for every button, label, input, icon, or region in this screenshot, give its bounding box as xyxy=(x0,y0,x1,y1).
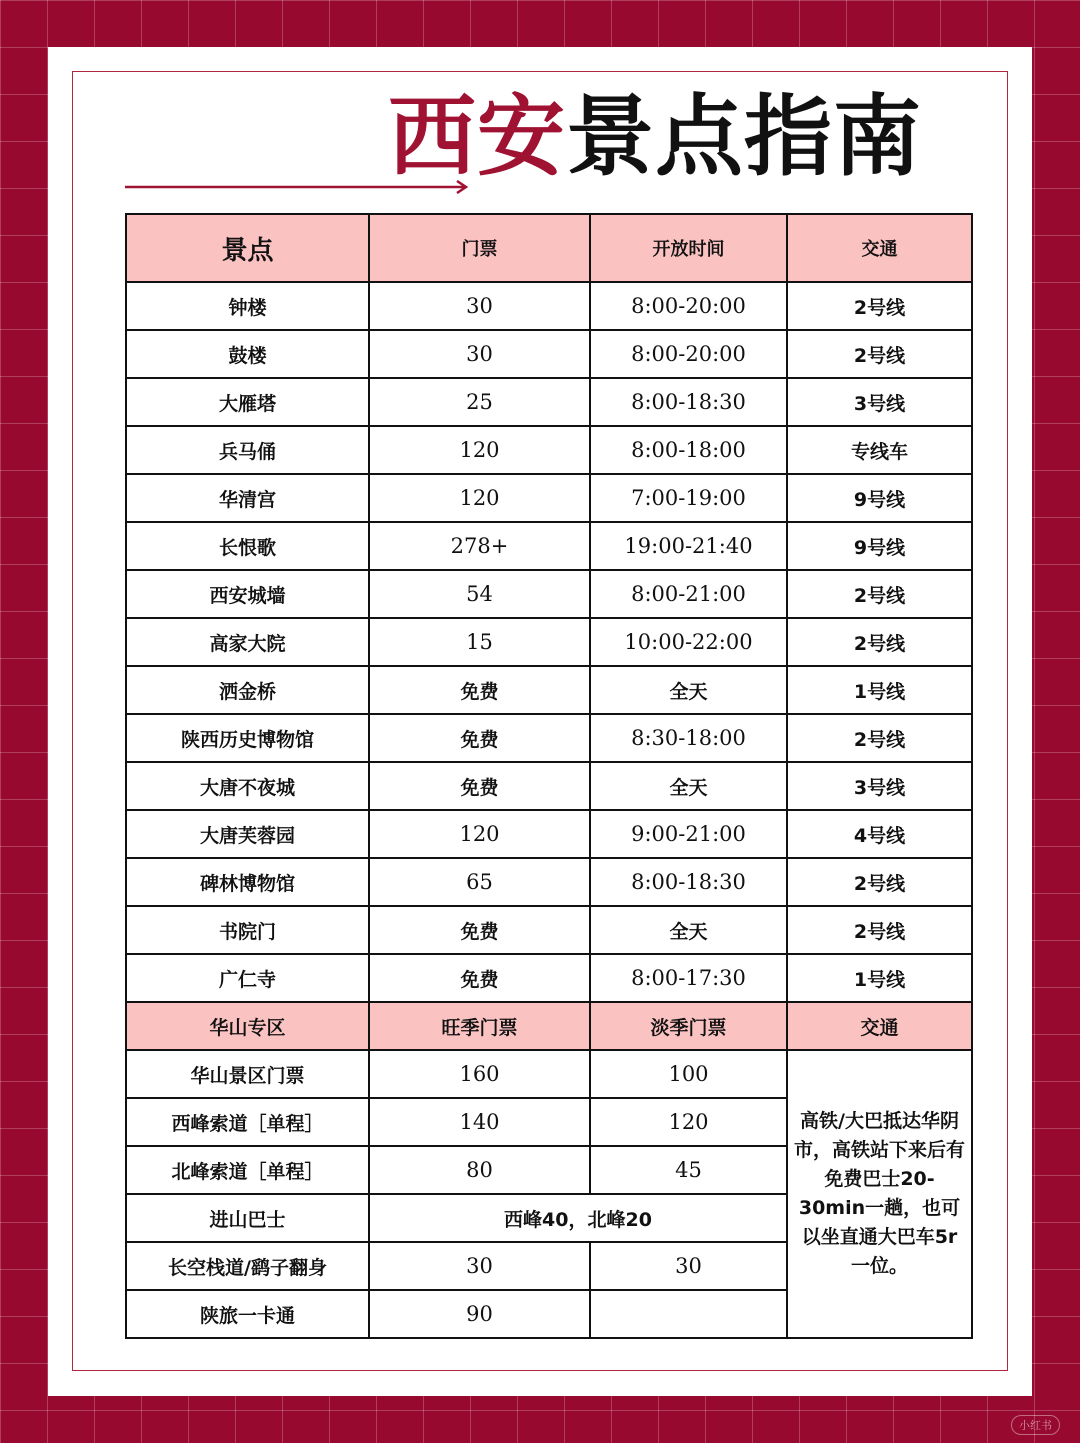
table-row xyxy=(126,330,972,378)
table-cell: 120 xyxy=(369,426,590,474)
attraction-name: 高家大院 xyxy=(126,618,369,666)
table-row xyxy=(126,474,972,522)
huashan-item-name: 陕旅一卡通 xyxy=(126,1290,369,1338)
attraction-name: 鼓楼 xyxy=(126,330,369,378)
table-cell: 全天 xyxy=(590,666,787,714)
attraction-name: 大雁塔 xyxy=(126,378,369,426)
table-cell: 25 xyxy=(369,378,590,426)
table-cell: 9号线 xyxy=(787,474,972,522)
table-cell: 9:00-21:00 xyxy=(590,810,787,858)
table-cell: 8:00-17:30 xyxy=(590,954,787,1002)
huashan-row xyxy=(126,1050,972,1098)
table-cell: 8:00-18:00 xyxy=(590,426,787,474)
table-cell: 30 xyxy=(369,1242,590,1290)
table-cell: 10:00-22:00 xyxy=(590,618,787,666)
table-cell: 4号线 xyxy=(787,810,972,858)
table-cell: 278+ xyxy=(369,522,590,570)
title-arrow-icon xyxy=(124,180,474,194)
table-cell: 2号线 xyxy=(787,330,972,378)
table-cell: 7:00-19:00 xyxy=(590,474,787,522)
table-row xyxy=(126,954,972,1002)
table-cell: 2号线 xyxy=(787,858,972,906)
table-row xyxy=(126,666,972,714)
table-cell: 2号线 xyxy=(787,282,972,330)
attraction-name: 碑林博物馆 xyxy=(126,858,369,906)
table-cell: 8:00-20:00 xyxy=(590,330,787,378)
column-header: 旺季门票 xyxy=(369,1002,590,1050)
attraction-name: 大唐不夜城 xyxy=(126,762,369,810)
table-cell: 45 xyxy=(590,1146,787,1194)
column-header: 开放时间 xyxy=(590,214,787,282)
huashan-header-row xyxy=(126,1002,972,1050)
table-cell xyxy=(590,1290,787,1338)
table-cell: 免费 xyxy=(369,762,590,810)
table-cell: 1号线 xyxy=(787,954,972,1002)
watermark: 小红书 xyxy=(1011,1415,1060,1435)
table-row xyxy=(126,762,972,810)
table-cell: 100 xyxy=(590,1050,787,1098)
huashan-transport-note: 高铁/大巴抵达华阴市，高铁站下来后有免费巴士20-30min一趟，也可以坐直通大巴车5r一位。 xyxy=(787,1050,972,1338)
table-cell: 免费 xyxy=(369,714,590,762)
table-cell: 140 xyxy=(369,1098,590,1146)
column-header: 交通 xyxy=(787,1002,972,1050)
table-cell: 30 xyxy=(590,1242,787,1290)
guide-card xyxy=(48,47,1032,1396)
table-cell: 15 xyxy=(369,618,590,666)
attraction-name: 书院门 xyxy=(126,906,369,954)
huashan-item-name: 进山巴士 xyxy=(126,1194,369,1242)
table-cell: 120 xyxy=(590,1098,787,1146)
table-cell: 免费 xyxy=(369,954,590,1002)
attraction-name: 陕西历史博物馆 xyxy=(126,714,369,762)
table-cell: 120 xyxy=(369,810,590,858)
attraction-name: 兵马俑 xyxy=(126,426,369,474)
table-cell: 30 xyxy=(369,330,590,378)
huashan-item-name: 西峰索道［单程］ xyxy=(126,1098,369,1146)
table-cell: 2号线 xyxy=(787,570,972,618)
table-cell: 2号线 xyxy=(787,714,972,762)
attraction-name: 西安城墙 xyxy=(126,570,369,618)
table-row xyxy=(126,618,972,666)
table-cell: 65 xyxy=(369,858,590,906)
table-row xyxy=(126,810,972,858)
page-title xyxy=(388,87,922,187)
table-cell: 19:00-21:40 xyxy=(590,522,787,570)
title-subject: 景点指南 xyxy=(566,85,923,188)
attraction-name: 广仁寺 xyxy=(126,954,369,1002)
table-cell: 120 xyxy=(369,474,590,522)
table-cell: 免费 xyxy=(369,906,590,954)
table-cell: 西峰40，北峰20 xyxy=(369,1194,787,1242)
table-cell: 3号线 xyxy=(787,762,972,810)
table-row xyxy=(126,378,972,426)
attraction-name: 大唐芙蓉园 xyxy=(126,810,369,858)
attraction-name: 长恨歌 xyxy=(126,522,369,570)
table-cell: 免费 xyxy=(369,666,590,714)
table-row xyxy=(126,426,972,474)
table-cell: 8:30-18:00 xyxy=(590,714,787,762)
table-cell: 8:00-18:30 xyxy=(590,378,787,426)
table-row xyxy=(126,570,972,618)
table-cell: 8:00-18:30 xyxy=(590,858,787,906)
huashan-item-name: 华山景区门票 xyxy=(126,1050,369,1098)
table-cell: 2号线 xyxy=(787,618,972,666)
table-cell: 8:00-21:00 xyxy=(590,570,787,618)
table-cell: 8:00-20:00 xyxy=(590,282,787,330)
attraction-name: 洒金桥 xyxy=(126,666,369,714)
table-cell: 54 xyxy=(369,570,590,618)
column-header: 门票 xyxy=(369,214,590,282)
table-cell: 专线车 xyxy=(787,426,972,474)
table-cell: 全天 xyxy=(590,906,787,954)
column-header: 华山专区 xyxy=(126,1002,369,1050)
table-cell: 80 xyxy=(369,1146,590,1194)
table-row xyxy=(126,906,972,954)
table-cell: 9号线 xyxy=(787,522,972,570)
huashan-item-name: 北峰索道［单程］ xyxy=(126,1146,369,1194)
table-cell: 全天 xyxy=(590,762,787,810)
table-cell: 1号线 xyxy=(787,666,972,714)
attraction-name: 华清宫 xyxy=(126,474,369,522)
table-cell: 90 xyxy=(369,1290,590,1338)
table-row xyxy=(126,522,972,570)
table-cell: 2号线 xyxy=(787,906,972,954)
table-header-row xyxy=(126,214,972,282)
attractions-table xyxy=(125,213,973,1339)
title-city: 西安 xyxy=(388,85,567,188)
table-row xyxy=(126,282,972,330)
column-header: 景点 xyxy=(126,214,369,282)
attraction-name: 钟楼 xyxy=(126,282,369,330)
table-cell: 30 xyxy=(369,282,590,330)
table-row xyxy=(126,858,972,906)
table-row xyxy=(126,714,972,762)
column-header: 交通 xyxy=(787,214,972,282)
column-header: 淡季门票 xyxy=(590,1002,787,1050)
table-cell: 3号线 xyxy=(787,378,972,426)
huashan-item-name: 长空栈道/鹞子翻身 xyxy=(126,1242,369,1290)
table-cell: 160 xyxy=(369,1050,590,1098)
